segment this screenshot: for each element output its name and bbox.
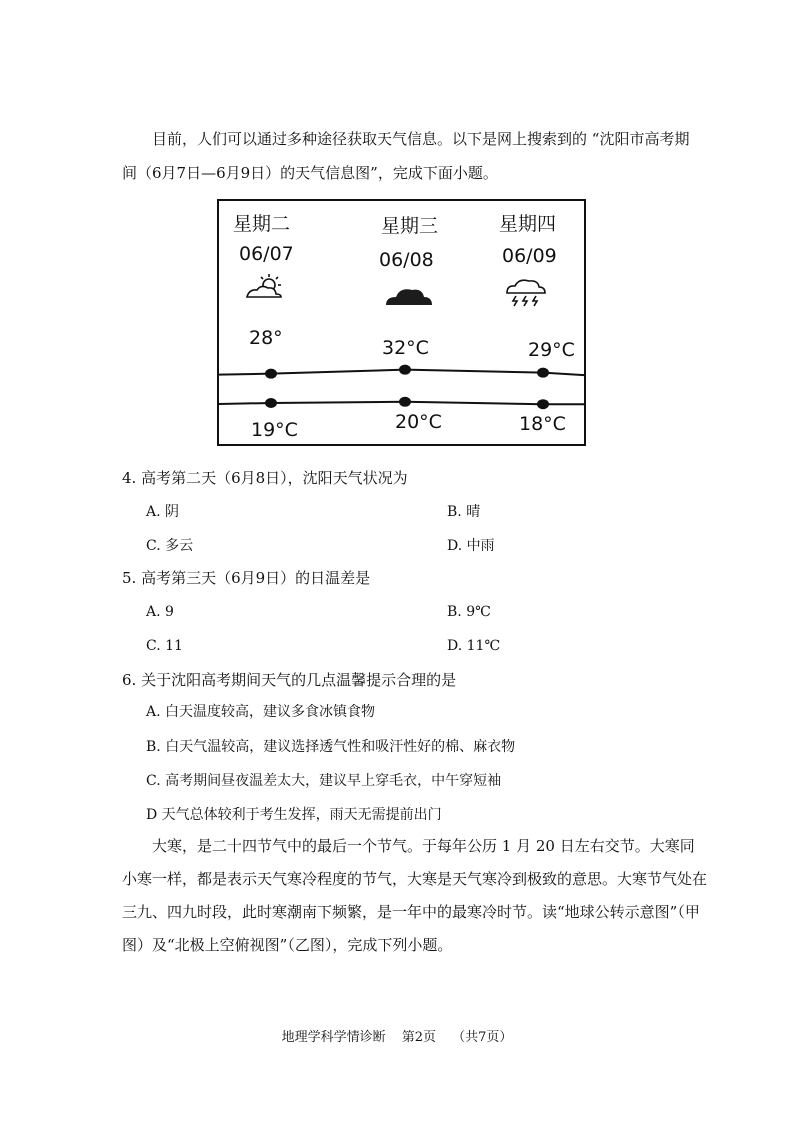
cloudy-icon bbox=[386, 289, 432, 305]
low-temp-label-3: 18°C bbox=[519, 413, 566, 435]
rain-icon bbox=[507, 280, 545, 306]
temperature-point-1-1 bbox=[265, 369, 277, 379]
low-temp-label-2: 20°C bbox=[395, 411, 442, 433]
high-temp-label-3: 29°C bbox=[528, 339, 575, 361]
question-6-option-a[interactable]: A. 白天温度较高，建议多食冰镇食物 bbox=[146, 704, 376, 720]
question-4-option-d[interactable]: D. 中雨 bbox=[447, 538, 495, 554]
high-temp-label-1: 28° bbox=[249, 327, 283, 349]
high-temp-label-2: 32°C bbox=[382, 337, 429, 359]
question-6-stem: 6. 关于沈阳高考期间天气的几点温馨提示合理的是 bbox=[122, 671, 457, 689]
temperature-point-1-2 bbox=[399, 365, 411, 375]
temperature-point-2-3 bbox=[537, 399, 549, 409]
temperature-point-2-2 bbox=[399, 397, 411, 407]
question-4-option-b[interactable]: B. 晴 bbox=[447, 504, 481, 520]
question-5-option-d[interactable]: D. 11℃ bbox=[447, 638, 501, 654]
footer-total-pages: （共7页） bbox=[452, 1030, 513, 1045]
date-2: 06/08 bbox=[379, 249, 434, 271]
question-5-stem: 5. 高考第三天（6月9日）的日温差是 bbox=[122, 569, 371, 587]
partly-sunny-icon bbox=[247, 274, 281, 297]
footer-subject: 地理学科学情诊断 bbox=[281, 1030, 386, 1045]
temperature-point-1-3 bbox=[537, 368, 549, 378]
question-5-option-a[interactable]: A. 9 bbox=[146, 604, 174, 620]
date-3: 06/09 bbox=[502, 245, 557, 267]
question-4-option-a[interactable]: A. 阴 bbox=[146, 504, 180, 520]
question-6-option-c[interactable]: C. 高考期间昼夜温差太大，建议早上穿毛衣，中午穿短袖 bbox=[146, 773, 502, 789]
weekday-1: 星期二 bbox=[233, 213, 291, 235]
question-6-option-b[interactable]: B. 白天气温较高，建议选择透气性和吸汗性好的棉、麻衣物 bbox=[146, 739, 516, 755]
question-5-option-c[interactable]: C. 11 bbox=[146, 638, 183, 654]
weekday-2: 星期三 bbox=[381, 215, 439, 237]
question-4-option-c[interactable]: C. 多云 bbox=[146, 538, 194, 554]
footer-page-number: 第2页 bbox=[401, 1030, 436, 1045]
weekday-3: 星期四 bbox=[499, 213, 557, 235]
intro-paragraph: 目前，人们可以通过多种途径获取天气信息。以下是网上搜索到的 “沈阳市高考期间（6月7日—6月9日）的天气信息图”，完成下面小题。 bbox=[122, 130, 690, 182]
low-temp-label-1: 19°C bbox=[251, 419, 298, 441]
question-4-stem: 4. 高考第二天（6月8日），沈阳天气状况为 bbox=[122, 469, 408, 487]
question-6-option-d[interactable]: D 天气总体较利于考生发挥，雨天无需提前出门 bbox=[146, 807, 442, 823]
temperature-point-2-1 bbox=[265, 398, 277, 408]
question-5-option-b[interactable]: B. 9℃ bbox=[447, 604, 491, 620]
date-1: 06/07 bbox=[239, 243, 294, 265]
page-footer bbox=[0, 1026, 794, 1045]
weather-info-chart bbox=[217, 199, 586, 446]
dahan-paragraph: 大寒，是二十四节气中的最后一个节气。于每年公历 1 月 20 日左右交节。大寒同小寒一样，都是表示天气寒冷程度的节气，大寒是天气寒冷到极致的意思。大寒节气处在三九、四九时段，此时寒潮南下频繁，是一年中的最寒冷时节。读“地球公转示意图”（甲图）及“北极上空俯视图”（乙图），完成下列小题。 bbox=[122, 837, 708, 954]
